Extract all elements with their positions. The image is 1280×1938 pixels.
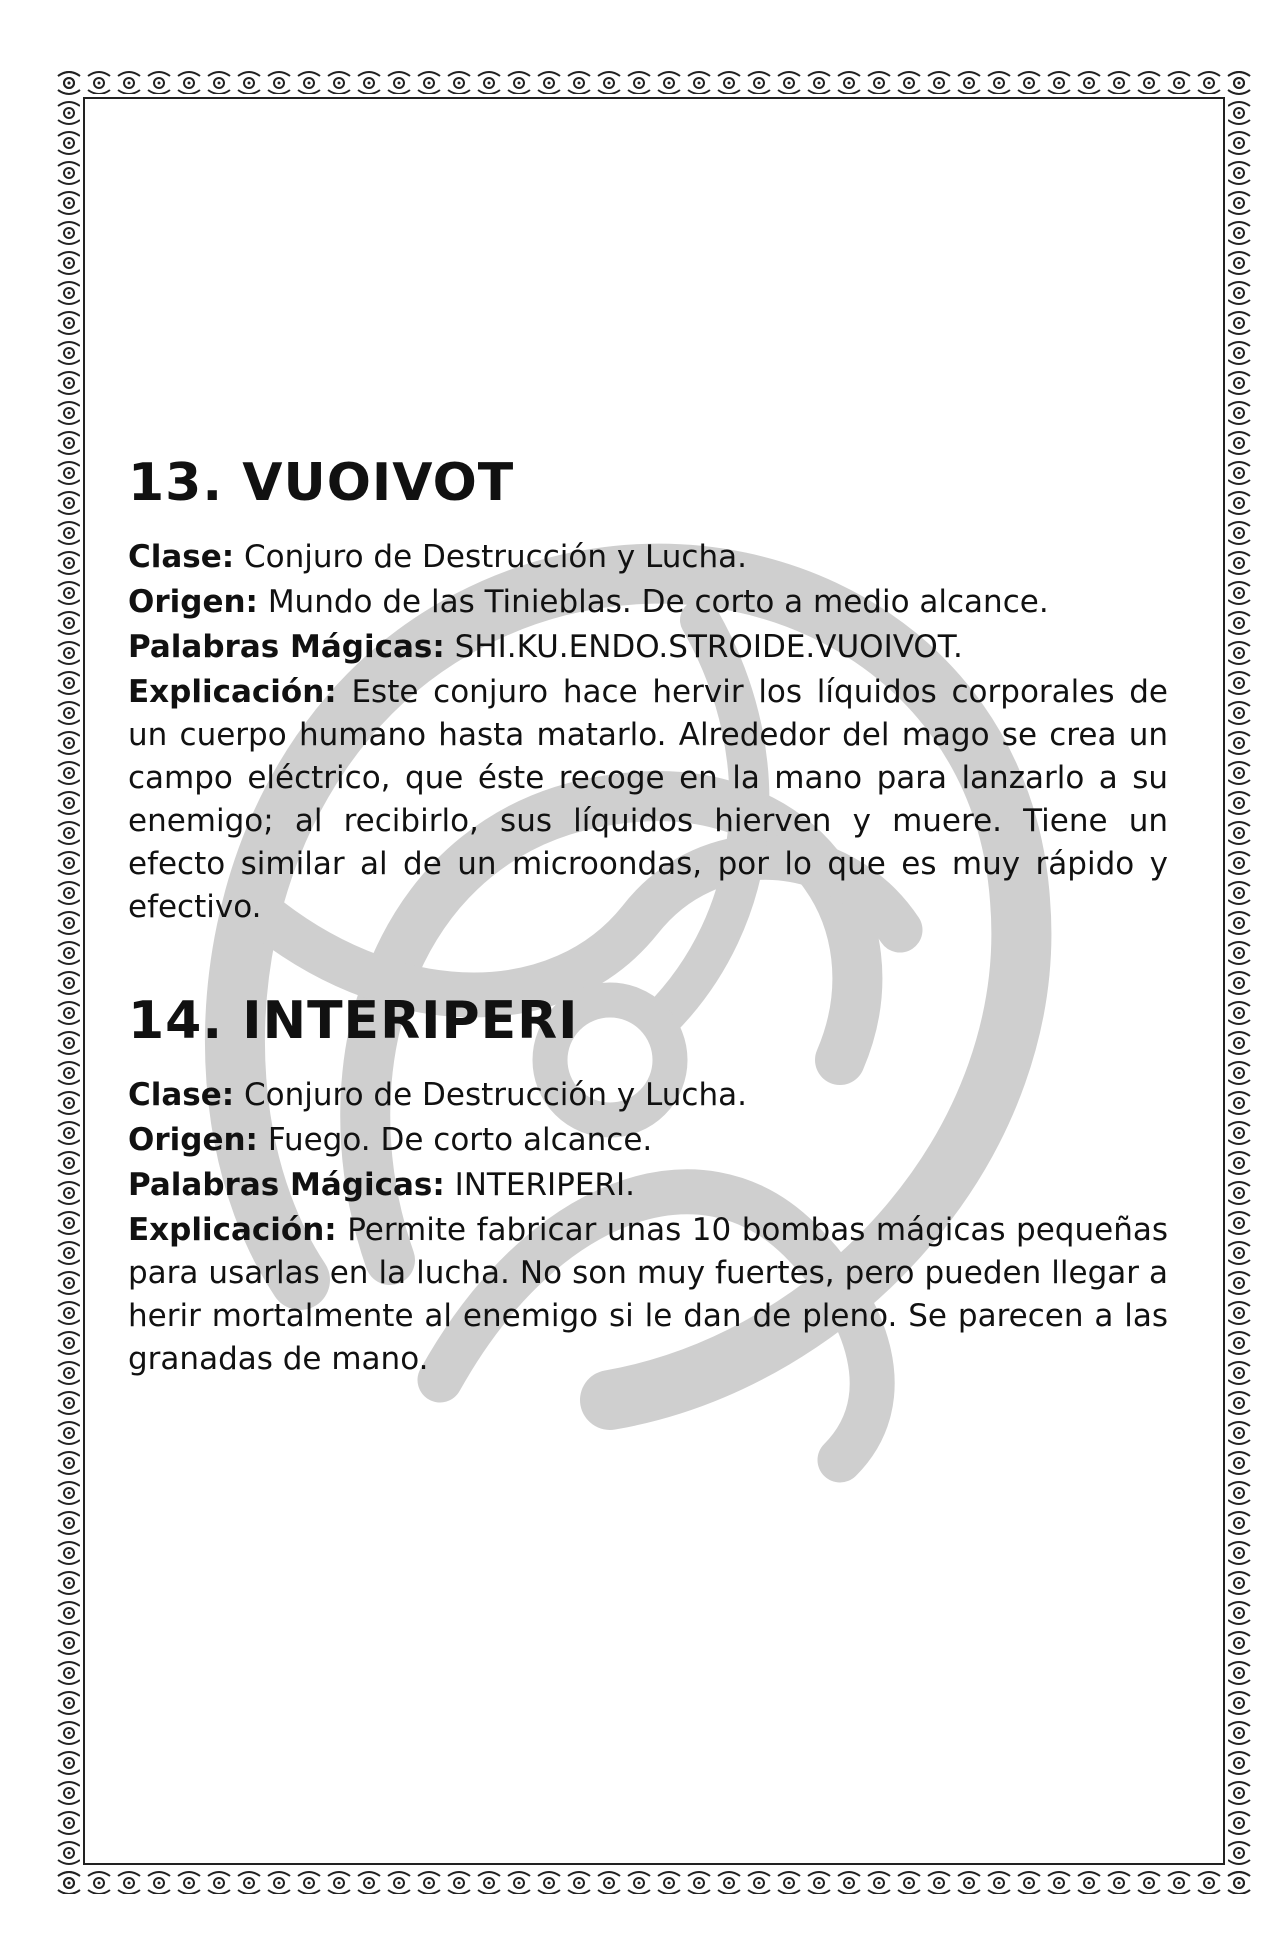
field-value: INTERIPERI.: [454, 1167, 635, 1204]
field-label: Clase:: [128, 1077, 235, 1114]
field-value: Conjuro de Destrucción y Lucha.: [244, 539, 747, 576]
spell-title: 14. INTERIPERI: [128, 991, 579, 1052]
spell-explanation: [128, 671, 1168, 929]
spell-list: [128, 455, 1168, 1383]
field-value: Permite fabricar unas 10 bombas mágicas pequeñas para usarlas en la lucha. No son muy fuertes, pero pueden llegar a herir mortalmente al enemigo si le dan de pleno. Se parecen a las granadas de mano.: [128, 1212, 1168, 1378]
field-label: Explicación:: [128, 674, 337, 711]
field-label: Palabras Mágicas:: [128, 1167, 445, 1204]
field-label: Palabras Mágicas:: [128, 629, 445, 666]
spell-origin: [128, 1119, 1168, 1162]
spell-class: [128, 1074, 1168, 1117]
spell-origin: [128, 581, 1168, 624]
field-value: SHI.KU.ENDO.STROIDE.VUOIVOT.: [454, 629, 963, 666]
field-value: Fuego. De corto alcance.: [267, 1122, 653, 1159]
spell-explanation: [128, 1209, 1168, 1381]
spell-magic-words: [128, 626, 1168, 669]
spell-title: 13. VUOIVOT: [128, 453, 515, 513]
spell-entry-13: [128, 455, 1168, 929]
spell-class: [128, 536, 1168, 579]
field-value: Mundo de las Tinieblas. De corto a medio alcance.: [267, 584, 1049, 621]
field-value: Conjuro de Destrucción y Lucha.: [244, 1077, 747, 1114]
field-label: Origen:: [128, 1122, 258, 1159]
field-value: Este conjuro hace hervir los líquidos corporales de un cuerpo humano hasta matarlo. Alrededor del mago se crea un campo eléctrico, que éste recoge en la mano para lanzarlo a su enemigo; al recibirlo, sus líquidos hierven y muere. Tiene un efecto similar al de un microondas, por lo que es muy rápido y efectivo.: [128, 674, 1168, 926]
spell-entry-14: [128, 993, 1168, 1381]
field-label: Clase:: [128, 539, 235, 576]
field-label: Explicación:: [128, 1212, 337, 1249]
field-label: Origen:: [128, 584, 258, 621]
spell-magic-words: [128, 1164, 1168, 1207]
